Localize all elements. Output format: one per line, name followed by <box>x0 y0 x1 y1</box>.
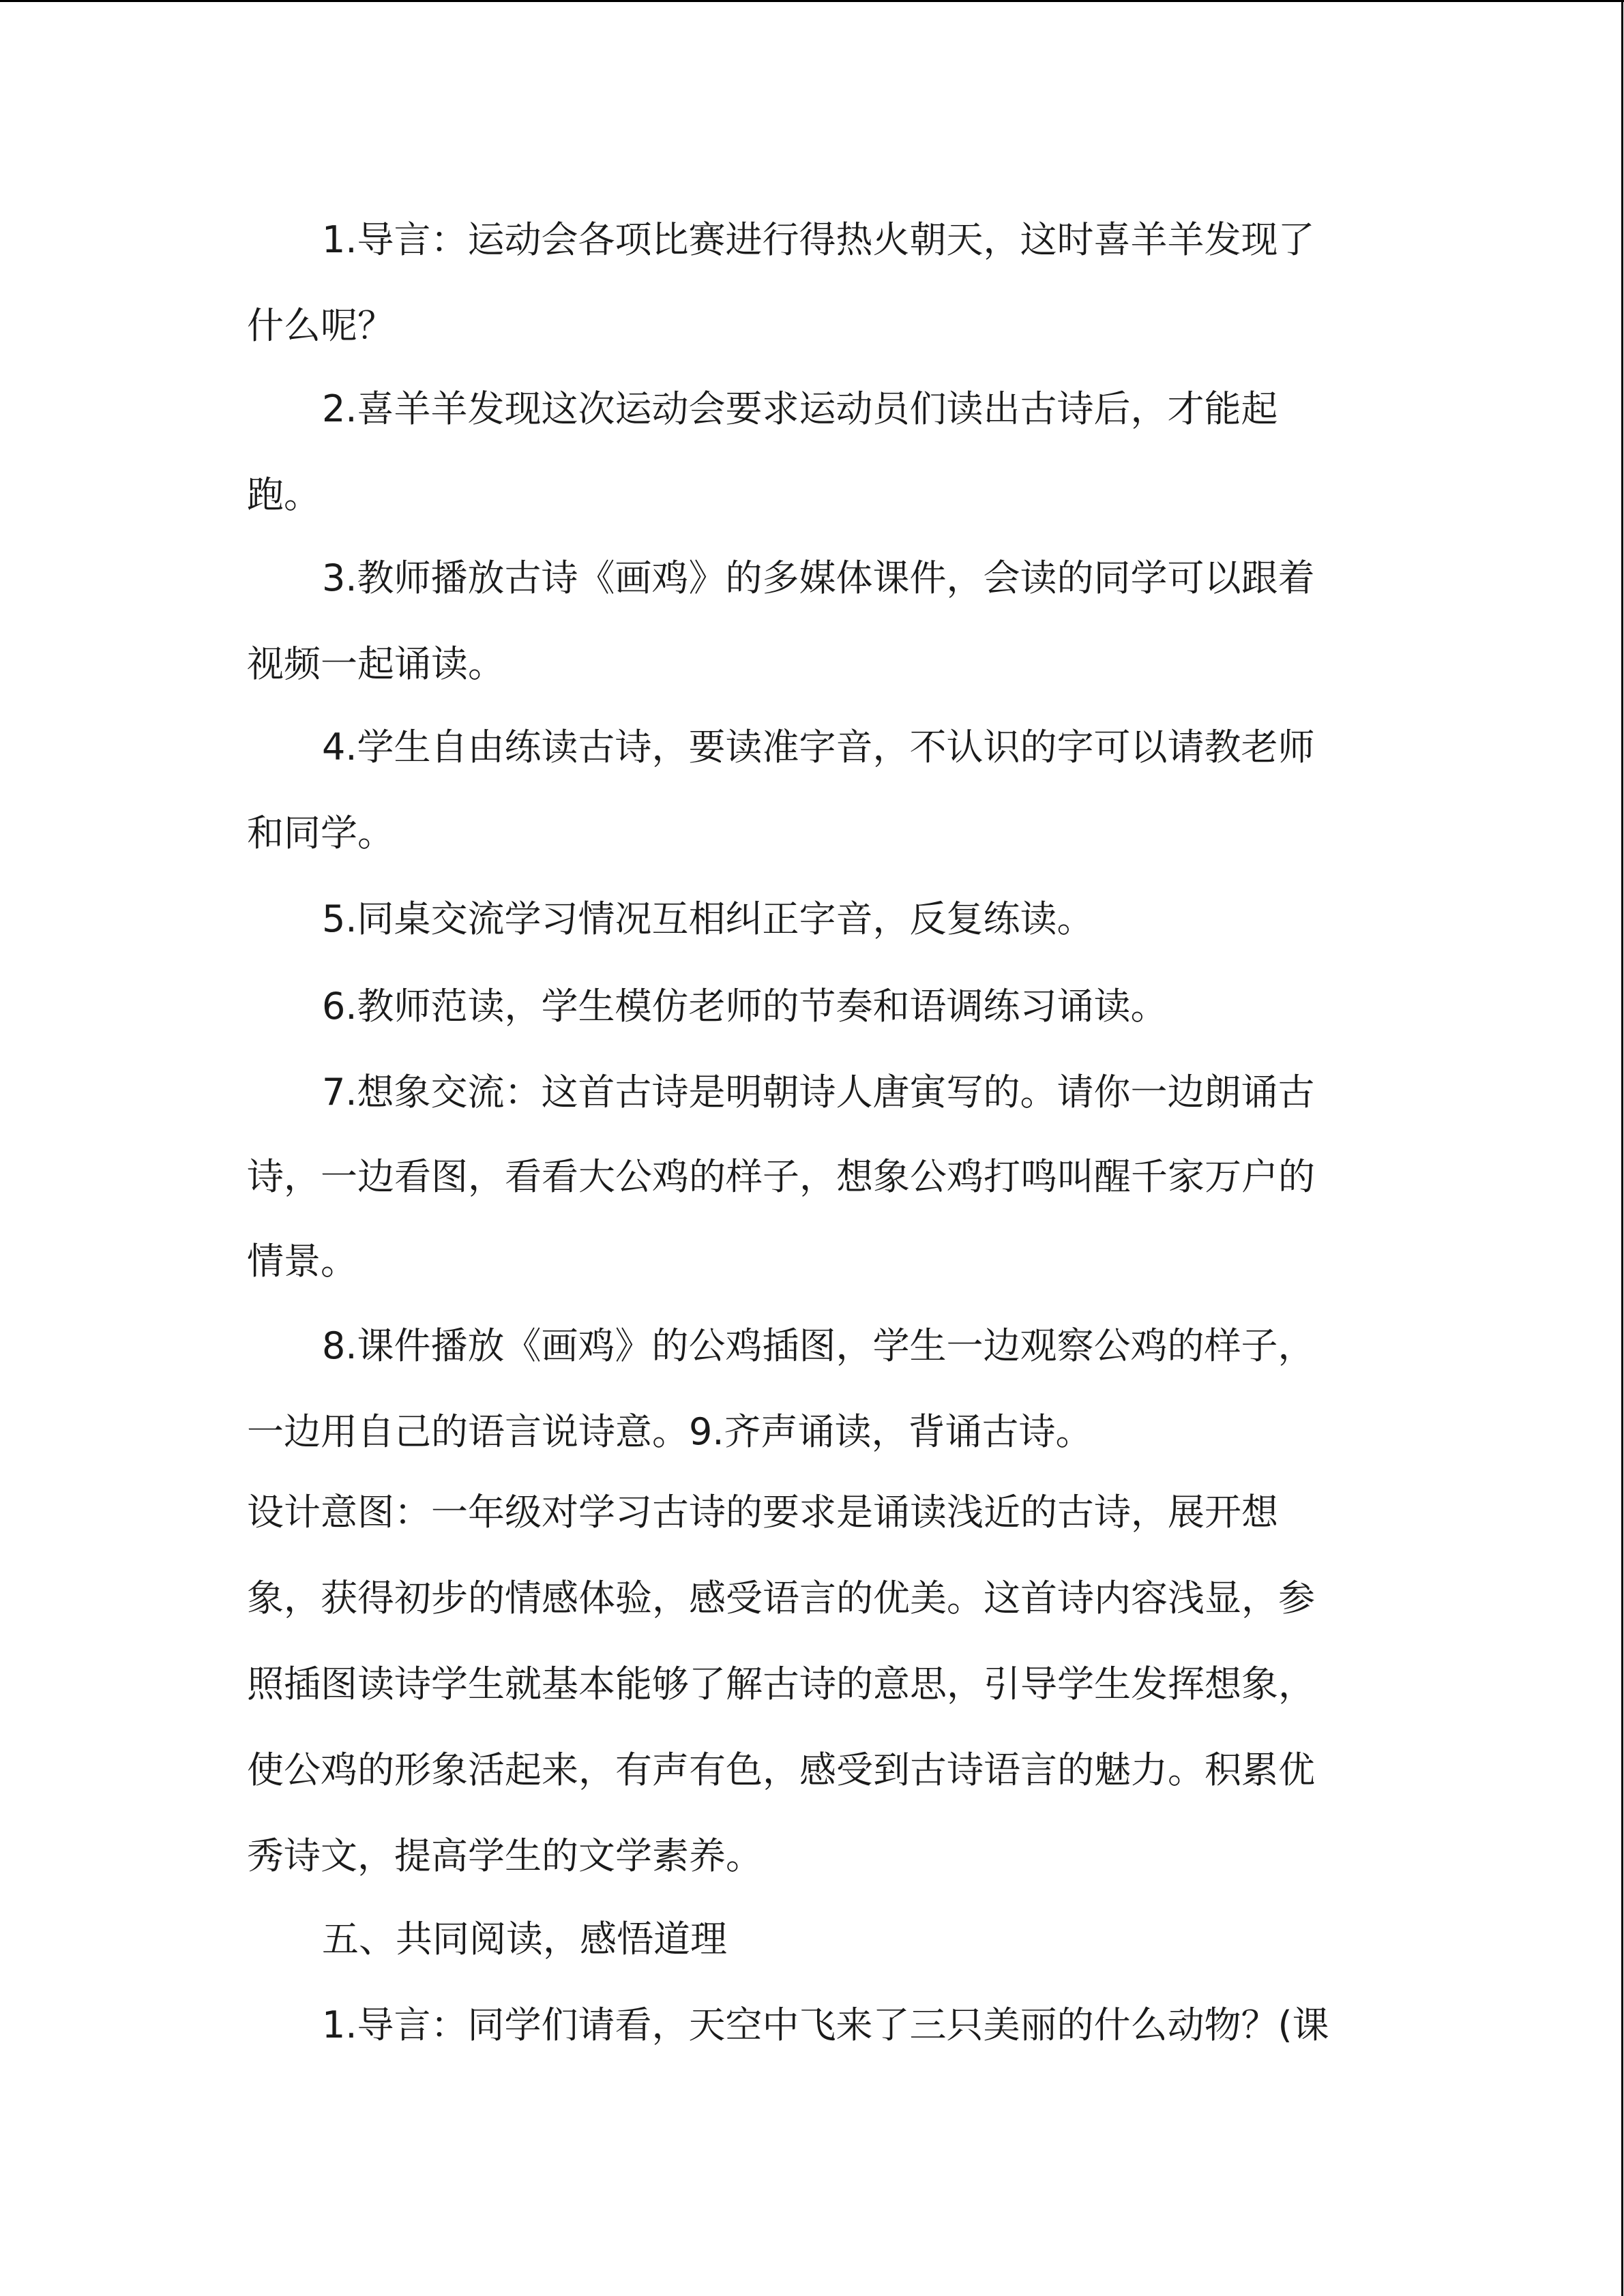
paragraph-3-line-1: 3.教师播放古诗《画鸡》的多媒体课件，会读的同学可以跟着 <box>322 556 1315 599</box>
paragraph-7-line-1: 7.想象交流：这首古诗是明朝诗人唐寅写的。请你一边朗诵古 <box>322 1071 1315 1114</box>
paragraph-7-line-2: 诗，一边看图，看看大公鸡的样子，想象公鸡打鸣叫醒千家万户的 <box>247 1155 1315 1198</box>
design-intent-line-4: 使公鸡的形象活起来，有声有色，感受到古诗语言的魅力。积累优 <box>247 1748 1315 1791</box>
design-intent-line-3: 照插图读诗学生就基本能够了解古诗的意思，引导学生发挥想象， <box>247 1663 1315 1705</box>
paragraph-9-line-1: 1.导言：同学们请看，天空中飞来了三只美丽的什么动物？(课 <box>322 2003 1329 2046</box>
design-intent-line-5: 秀诗文，提高学生的文学素养。 <box>247 1834 763 1877</box>
paragraph-2-line-2: 跑。 <box>247 473 321 516</box>
paragraph-6-line-1: 6.教师范读，学生模仿老师的节奏和语调练习诵读。 <box>322 985 1168 1028</box>
section-heading: 五、共同阅读，感悟道理 <box>322 1918 727 1960</box>
design-intent-line-2: 象，获得初步的情感体验，感受语言的优美。这首诗内容浅显，参 <box>247 1577 1315 1620</box>
paragraph-8-line-1: 8.课件播放《画鸡》的公鸡插图，学生一边观察公鸡的样子， <box>322 1324 1315 1367</box>
paragraph-8-line-2: 一边用自己的语言说诗意。9.齐声诵读，背诵古诗。 <box>247 1410 1093 1453</box>
paragraph-1-line-2: 什么呢？ <box>247 304 394 347</box>
paragraph-1-line-1: 1.导言：运动会各项比赛进行得热火朝天，这时喜羊羊发现了 <box>322 218 1315 261</box>
paragraph-7-line-3: 情景。 <box>247 1240 357 1283</box>
paragraph-2-line-1: 2.喜羊羊发现这次运动会要求运动员们读出古诗后，才能起 <box>322 387 1278 430</box>
paragraph-4-line-2: 和同学。 <box>247 811 394 854</box>
paragraph-3-line-2: 视频一起诵读。 <box>247 642 505 685</box>
paragraph-5-line-1: 5.同桌交流学习情况互相纠正字音，反复练读。 <box>322 897 1094 940</box>
design-intent-line-1: 设计意图：一年级对学习古诗的要求是诵读浅近的古诗，展开想 <box>247 1491 1278 1534</box>
paragraph-4-line-1: 4.学生自由练读古诗，要读准字音，不认识的字可以请教老师 <box>322 726 1315 769</box>
